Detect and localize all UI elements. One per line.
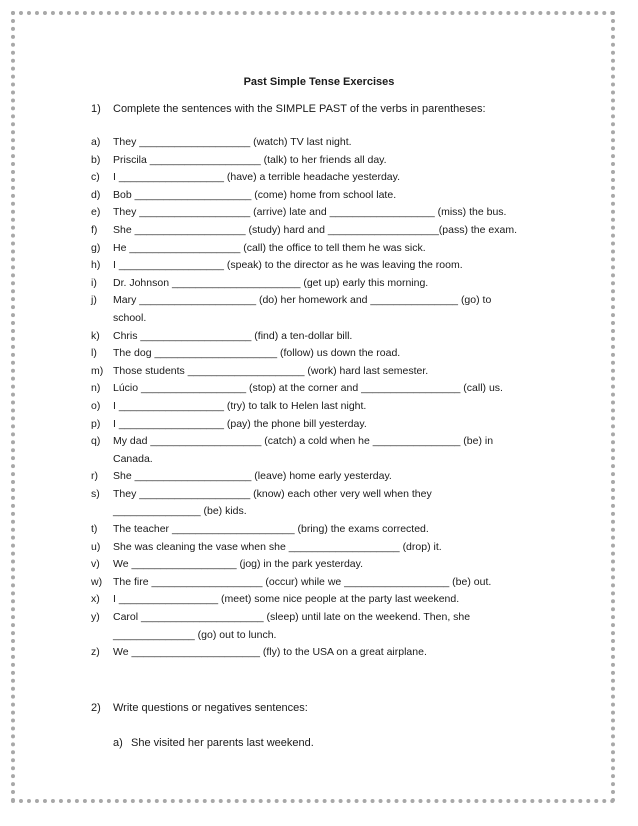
exercise-1-number: 1) [91, 103, 101, 115]
item-sentence: I __________________ (speak) to the director as he was leaving the room. [113, 259, 463, 272]
item-label: g) [91, 241, 101, 254]
item-label: m) [91, 364, 104, 377]
list-item [91, 556, 561, 574]
item-label: x) [91, 593, 100, 606]
item-sentence: Carol _____________________ (sleep) until late on the weekend. Then, she ______________ (go) out to lunch. [113, 611, 471, 641]
list-item [91, 152, 561, 170]
exercise-2-number: 2) [91, 702, 101, 714]
item-sentence: The fire ___________________ (occur) while we __________________ (be) out. [113, 575, 492, 588]
list-item [91, 328, 561, 346]
item-sentence: He ___________________ (call) the office to tell them he was sick. [113, 241, 426, 254]
item-label: h) [91, 259, 101, 272]
item-label: f) [91, 223, 98, 236]
item-sentence: I __________________ (have) a terrible headache yesterday. [113, 171, 401, 184]
item-sentence: I _________________ (meet) some nice people at the party last weekend. [113, 593, 460, 606]
item-sentence: The teacher _____________________ (bring) the exams corrected. [113, 523, 429, 536]
item-sentence: Chris ___________________ (find) a ten-dollar bill. [113, 329, 353, 342]
list-item [91, 345, 561, 363]
item-label: a) [113, 737, 123, 749]
item-sentence: Those students ____________________ (work) hard last semester. [113, 364, 429, 377]
item-label: p) [91, 417, 101, 430]
item-label: o) [91, 399, 101, 412]
list-item [91, 609, 561, 644]
list-item [91, 187, 561, 205]
list-item [91, 275, 561, 293]
item-sentence: They ___________________ (know) each other very well when they _______________ (be) kids. [113, 487, 432, 518]
list-item [91, 521, 561, 539]
exercise-1-list [91, 134, 561, 662]
item-sentence: We __________________ (jog) in the park yesterday. [113, 558, 364, 571]
item-sentence: She was cleaning the vase when she ___________________ (drop) it. [113, 540, 442, 553]
item-sentence: I __________________ (pay) the phone bill yesterday. [113, 417, 367, 430]
item-sentence: The dog _____________________ (follow) us down the road. [113, 347, 401, 360]
item-label: s) [91, 487, 100, 500]
list-item [91, 591, 561, 609]
exercise-2-text: Write questions or negatives sentences: [113, 702, 308, 714]
list-item [91, 433, 561, 468]
item-label: t) [91, 523, 98, 536]
item-label: e) [91, 206, 101, 219]
list-item [91, 644, 561, 662]
item-sentence: She ___________________ (study) hard and ___________________(pass) the exam. [113, 223, 517, 236]
item-sentence: Dr. Johnson ______________________ (get up) early this morning. [113, 276, 429, 289]
item-sentence: They ___________________ (arrive) late and __________________ (miss) the bus. [113, 206, 507, 219]
item-label: u) [91, 540, 101, 553]
item-sentence: I __________________ (try) to talk to Helen last night. [113, 399, 367, 412]
list-item [91, 257, 561, 275]
list-item [91, 380, 561, 398]
item-label: z) [91, 646, 100, 659]
list-item [91, 486, 561, 521]
list-item [91, 416, 561, 434]
list-item [91, 363, 561, 381]
item-label: n) [91, 382, 101, 395]
item-label: r) [91, 470, 98, 483]
item-sentence: They ___________________ (watch) TV last night. [113, 136, 352, 148]
item-sentence: She visited her parents last weekend. [131, 737, 314, 749]
item-label: v) [91, 558, 100, 571]
list-item [91, 204, 561, 222]
list-item [91, 169, 561, 187]
exercise-1-text: Complete the sentences with the SIMPLE PAST of the verbs in parentheses: [113, 103, 486, 115]
item-sentence: We ______________________ (fly) to the USA on a great airplane. [113, 646, 427, 659]
item-label: l) [91, 347, 97, 360]
item-sentence: Priscila ___________________ (talk) to her friends all day. [113, 153, 387, 166]
item-label: y) [91, 611, 100, 624]
worksheet-title: Past Simple Tense Exercises [243, 76, 395, 88]
list-item [91, 398, 561, 416]
item-label: k) [91, 329, 100, 342]
item-label: a) [91, 136, 101, 148]
item-label: w) [91, 575, 103, 588]
item-sentence: Mary ____________________ (do) her homework and _______________ (go) to school. [113, 294, 492, 324]
list-item [91, 292, 561, 327]
item-label: j) [91, 294, 97, 307]
list-item [91, 468, 561, 486]
item-sentence: Bob ____________________ (come) home from school late. [113, 188, 397, 201]
list-item [91, 134, 561, 152]
list-item [91, 539, 561, 557]
item-sentence: Lúcio __________________ (stop) at the corner and _________________ (call) us. [113, 382, 503, 395]
list-item [91, 574, 561, 592]
item-label: i) [91, 276, 97, 289]
item-sentence: My dad ___________________ (catch) a cold when he _______________ (be) in Canada. [113, 435, 494, 465]
item-label: d) [91, 188, 101, 201]
item-label: c) [91, 171, 100, 184]
item-label: b) [91, 153, 101, 166]
list-item [91, 222, 561, 240]
list-item [91, 240, 561, 258]
item-label: q) [91, 435, 101, 448]
item-sentence: She ____________________ (leave) home early yesterday. [113, 470, 392, 483]
